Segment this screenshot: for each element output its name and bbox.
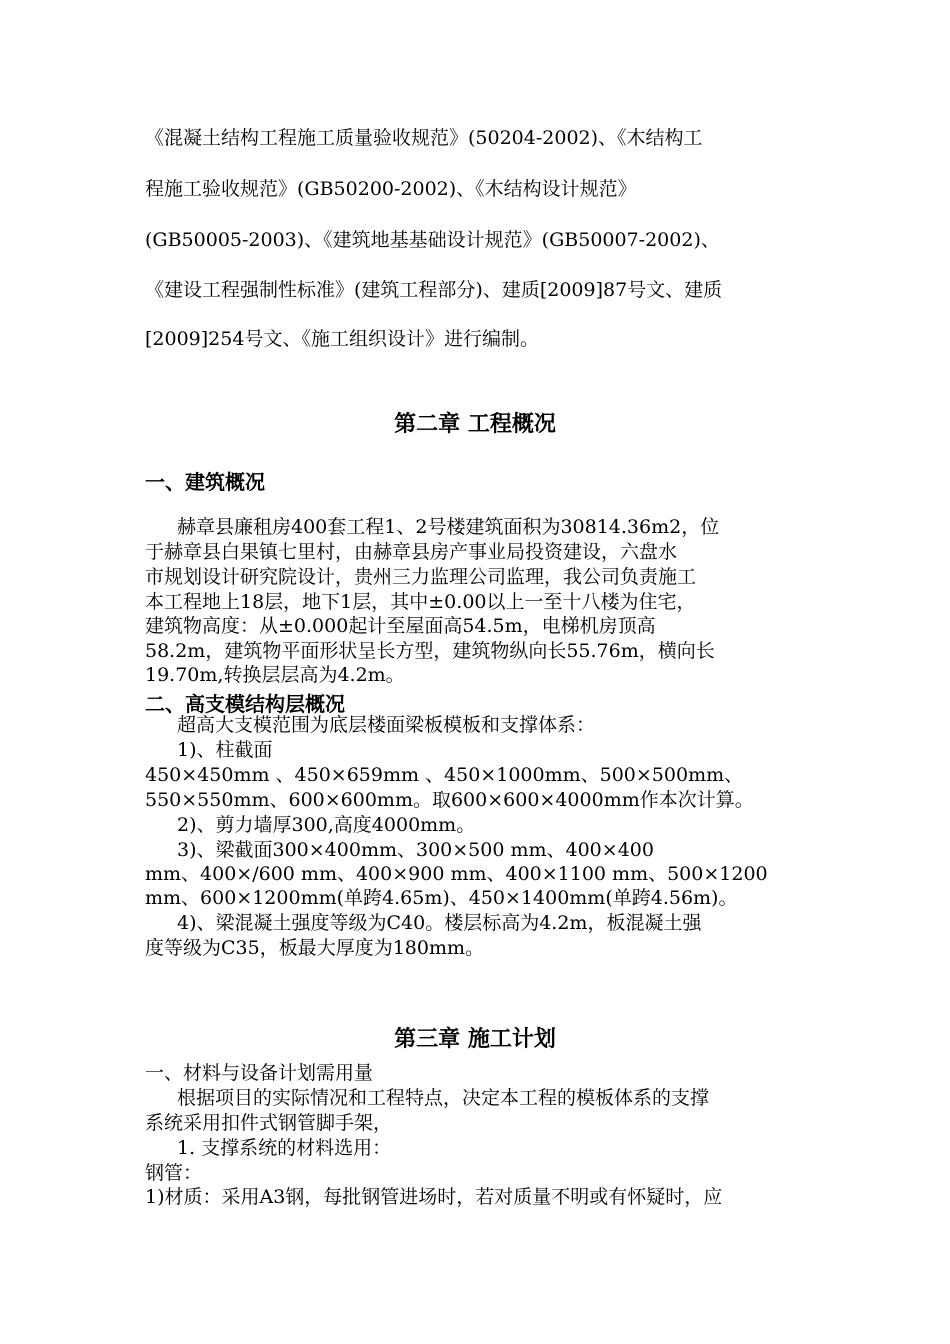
intro-line-4: 《建设工程强制性标准》(建筑工程部分)、建质[2009]87号文、建质	[145, 279, 723, 301]
formwork-line-6: 3)、梁截面300×400mm、300×500 mm、400×400	[177, 839, 654, 861]
intro-line-3: (GB50005-2003)、《建筑地基基础设计规范》(GB50007-2002)、	[145, 229, 720, 251]
plan-line-3: 系统采用扣件式钢管脚手架，	[145, 1112, 393, 1134]
section-building-overview-heading: 一、建筑概况	[145, 470, 265, 494]
intro-line-2: 程施工验收规范》(GB50200-2002)、《木结构设计规范》	[145, 178, 637, 200]
plan-line-1: 一、材料与设备计划需用量	[145, 1062, 374, 1084]
building-overview-line-2: 于赫章县白果镇七里村，由赫章县房产事业局投资建设，六盘水	[145, 541, 678, 563]
intro-line-5: [2009]254号文、《施工组织设计》进行编制。	[145, 328, 539, 350]
section-formwork-heading: 二、高支模结构层概况	[145, 692, 345, 716]
formwork-line-1: 超高大支模范围为底层楼面梁板模板和支撑体系：	[177, 714, 596, 736]
formwork-line-10: 度等级为C35，板最大厚度为180mm。	[145, 937, 485, 959]
plan-line-6: 1)材质：采用A3钢，每批钢管进场时，若对质量不明或有怀疑时，应	[145, 1186, 723, 1208]
formwork-line-2: 1)、柱截面	[177, 739, 273, 761]
building-overview-line-7: 19.70m,转换层层高为4.2m。	[145, 664, 405, 686]
formwork-line-4: 550×550mm、600×600mm。取600×600×4000mm作本次计算。	[145, 789, 754, 811]
plan-line-4: 1. 支撑系统的材料选用：	[177, 1137, 392, 1159]
building-overview-line-4: 本工程地上18层，地下1层，其中±0.00以上一至十八楼为住宅，	[145, 591, 696, 613]
formwork-line-3: 450×450mm 、450×659mm 、450×1000mm、500×500mm、	[145, 764, 744, 786]
formwork-line-8: mm、600×1200mm(单跨4.65m)、450×1400mm(单跨4.56m)。	[145, 887, 738, 909]
plan-line-5: 钢管：	[145, 1162, 203, 1184]
formwork-line-5: 2)、剪力墙厚300,高度4000mm。	[177, 814, 476, 836]
plan-line-2: 根据项目的实际情况和工程特点，决定本工程的模板体系的支撑	[177, 1087, 710, 1109]
building-overview-line-5: 建筑物高度：从±0.000起计至屋面高54.5m，电梯机房顶高	[145, 615, 656, 637]
formwork-line-9: 4)、梁混凝土强度等级为C40。楼层标高为4.2m，板混凝土强	[177, 912, 702, 934]
formwork-line-7: mm、400×/600 mm、400×900 mm、400×1100 mm、500×1200	[145, 863, 768, 885]
building-overview-line-6: 58.2m，建筑物平面形状呈长方型，建筑物纵向长55.76m，横向长	[145, 640, 715, 662]
chapter2-title: 第二章 工程概况	[394, 412, 556, 437]
chapter3-title: 第三章 施工计划	[394, 1027, 556, 1052]
intro-line-1: 《混凝土结构工程施工质量验收规范》(50204-2002)、《木结构工	[145, 127, 703, 149]
building-overview-line-3: 市规划设计研究院设计，贵州三力监理公司监理，我公司负责施工	[145, 566, 697, 588]
building-overview-line-1: 赫章县廉租房400套工程1、2号楼建筑面积为30814.36m2，位	[177, 516, 720, 538]
